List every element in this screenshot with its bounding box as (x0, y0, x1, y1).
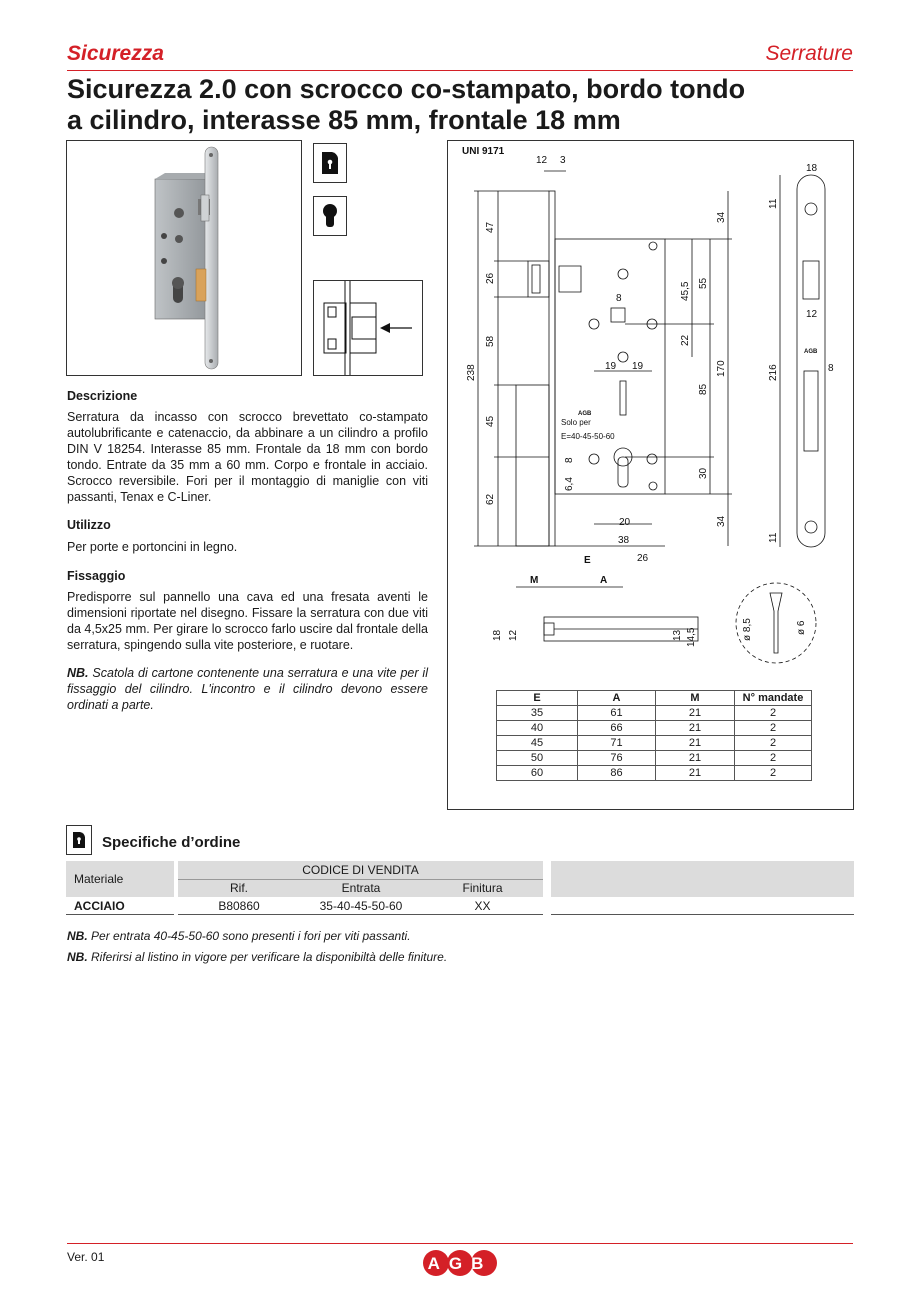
standard-label: UNI 9171 (462, 146, 505, 157)
product-photo (66, 140, 302, 376)
packaging-note-text: Scatola di cartone contenente una serratura e una vite per il fissaggio del cilindro. L'incontro e il cilindro devono essere ordinati a parte. (67, 666, 428, 712)
finitura-value: XX (474, 899, 491, 913)
sale-code-header: CODICE DI VENDITA (302, 863, 419, 877)
plate-dim-12: 12 (806, 309, 818, 320)
latch-lock-icon (313, 143, 347, 183)
dim-small-6-4: 6,4 (564, 477, 575, 491)
agb-logo (422, 1249, 498, 1277)
dim-top-12: 12 (536, 155, 548, 166)
dim-h-19-right: 19 (632, 361, 644, 372)
logo-text: AGB (427, 1254, 493, 1273)
title-line-1: Sicurezza 2.0 con scrocco co-stampato, bordo tondo (67, 74, 746, 104)
dim-small-8: 8 (564, 457, 575, 463)
order-lock-icon (66, 825, 92, 855)
note-2-text: Riferirsi al listino in vigore per verificare la disponibiltà delle finiture. (91, 950, 448, 964)
dim-right-170: 170 (716, 360, 727, 377)
dim-total-238: 238 (466, 364, 477, 381)
dim-letter-m: M (530, 575, 539, 586)
cell-a: 86 (578, 766, 656, 781)
dim-right-22: 22 (680, 334, 691, 346)
table-row (497, 766, 812, 781)
dim-h-20: 20 (619, 517, 631, 528)
lock-photo-illustration (67, 141, 301, 375)
material-header: Materiale (74, 872, 124, 886)
title-line-2: a cilindro, interasse 85 mm, frontale 18 mm (67, 105, 621, 135)
euro-cylinder-icon (313, 196, 347, 236)
latch-detail-drawing (313, 280, 423, 376)
material-header-cell (66, 861, 174, 897)
table-row (497, 751, 812, 766)
packaging-note-label: NB. (67, 666, 89, 680)
note-line-1 (67, 929, 411, 943)
packaging-note (67, 665, 428, 713)
material-value: ACCIAIO (74, 899, 125, 913)
dim-left-26: 26 (485, 272, 496, 284)
dim-h-26: 26 (637, 553, 649, 564)
version-label: Ver. 01 (67, 1250, 105, 1264)
cell-a: 76 (578, 751, 656, 766)
page-title (67, 74, 827, 136)
col-m: M (656, 691, 735, 706)
note-2-label: NB. (67, 950, 88, 964)
dim-h-19-left: 19 (605, 361, 617, 372)
cell-a: 71 (578, 736, 656, 751)
solo-per-label: Solo per (561, 418, 591, 427)
col-a: A (578, 691, 656, 706)
usage-text: Per porte e portoncini in legno. (67, 540, 238, 554)
dim-right-34-bottom: 34 (716, 515, 727, 527)
dim-h-38: 38 (618, 535, 630, 546)
rif-header: Rif. (230, 881, 248, 895)
dim-right-45-5: 45,5 (680, 281, 691, 301)
cell-m: 21 (656, 706, 735, 721)
cell-m: 21 (656, 766, 735, 781)
entrata-value: 35-40-45-50-60 (319, 899, 403, 913)
dim-left-47: 47 (485, 221, 496, 233)
cell-m: 21 (656, 736, 735, 751)
screw-dim-6: ø 6 (796, 620, 807, 635)
cell-mandate: 2 (735, 721, 812, 736)
row-divider (551, 914, 854, 915)
table-header-row (497, 691, 812, 706)
case-brand-mark: AGB (578, 411, 592, 417)
cell-e: 35 (497, 706, 578, 721)
rif-value: B80860 (218, 899, 260, 913)
cell-a: 66 (578, 721, 656, 736)
cell-mandate: 2 (735, 766, 812, 781)
finitura-header: Finitura (462, 881, 503, 895)
row-divider (178, 914, 543, 915)
cell-mandate: 2 (735, 751, 812, 766)
fixing-text: Predisporre sul pannello una cava ed una fresata aventi le dimensioni riportate nel disegno. Fissare la serratura con due viti da 4,5x25 mm. Per girare lo scrocco farlo uscire dal frontale della serratura, spingendo sulla vite posteriore, e ruotare. (67, 590, 428, 652)
note-1-text: Per entrata 40-45-50-60 sono presenti i fori per viti passanti. (91, 929, 411, 943)
dim-left-58: 58 (485, 335, 496, 347)
dim-top-3: 3 (560, 155, 566, 166)
sale-code-header-cell (178, 861, 543, 897)
category-title: Serrature (765, 42, 853, 65)
plate-dim-11-bottom: 11 (768, 532, 779, 543)
col-mandate: N° mandate (735, 691, 812, 706)
description-text: Serratura da incasso con scrocco brevettato co-stampato autolubrificante e catenaccio, da abbinare a un cilindro a profilo DIN V 18254. Interasse 85 mm. Frontale da 18 mm con bordo tondo. Entrate da 35 mm a 60 mm. Corpo e frontale in acciaio. Scrocco reversibile. Fori per il montaggio di maniglie con viti passanti, Tenax e C-Liner. (67, 410, 428, 504)
entrate-label: E=40-45-50-60 (561, 432, 615, 441)
row-divider (66, 914, 174, 915)
table-row (497, 706, 812, 721)
cell-e: 40 (497, 721, 578, 736)
bottom-dim-18: 18 (492, 629, 503, 641)
dim-left-45: 45 (485, 415, 496, 427)
dim-right-85: 85 (698, 383, 709, 395)
note-line-2 (67, 950, 447, 964)
section-title: Sicurezza (67, 42, 164, 65)
screw-dim-8-5: ø 8,5 (742, 618, 753, 641)
dim-handle-square: 8 (616, 293, 622, 304)
cell-a: 61 (578, 706, 656, 721)
cell-m: 21 (656, 721, 735, 736)
fixing-heading: Fissaggio (67, 569, 126, 583)
dim-letter-a: A (600, 575, 608, 586)
cell-e: 50 (497, 751, 578, 766)
cell-mandate: 2 (735, 706, 812, 721)
bottom-dim-12: 12 (508, 629, 519, 641)
cell-m: 21 (656, 751, 735, 766)
cell-e: 60 (497, 766, 578, 781)
note-1-label: NB. (67, 929, 88, 943)
order-specs-heading: Specifiche d’ordine (102, 834, 241, 851)
cell-e: 45 (497, 736, 578, 751)
table-row (497, 736, 812, 751)
plate-brand-mark: AGB (804, 349, 818, 355)
plate-dim-8: 8 (828, 363, 834, 374)
plate-dim-11-top: 11 (768, 198, 779, 209)
description-heading: Descrizione (67, 389, 138, 403)
plate-dim-216: 216 (768, 364, 779, 381)
table-row (497, 721, 812, 736)
dimensions-table (496, 690, 812, 781)
header-divider (67, 70, 853, 71)
bottom-dim-13: 13 (672, 629, 683, 641)
order-table (66, 861, 854, 915)
header-divider-line (178, 879, 543, 880)
dim-right-34-top: 34 (716, 211, 727, 223)
dim-letter-e: E (584, 555, 591, 566)
cell-mandate: 2 (735, 736, 812, 751)
col-e: E (497, 691, 578, 706)
dim-front-18: 18 (806, 163, 818, 174)
footer-divider (67, 1243, 853, 1244)
dim-right-30: 30 (698, 467, 709, 479)
entrata-header: Entrata (341, 881, 381, 895)
dim-right-55: 55 (698, 277, 709, 289)
usage-heading: Utilizzo (67, 518, 111, 532)
empty-header-cell (551, 861, 854, 897)
dim-left-62: 62 (485, 493, 496, 505)
bottom-dim-14-5: 14,5 (686, 627, 697, 647)
